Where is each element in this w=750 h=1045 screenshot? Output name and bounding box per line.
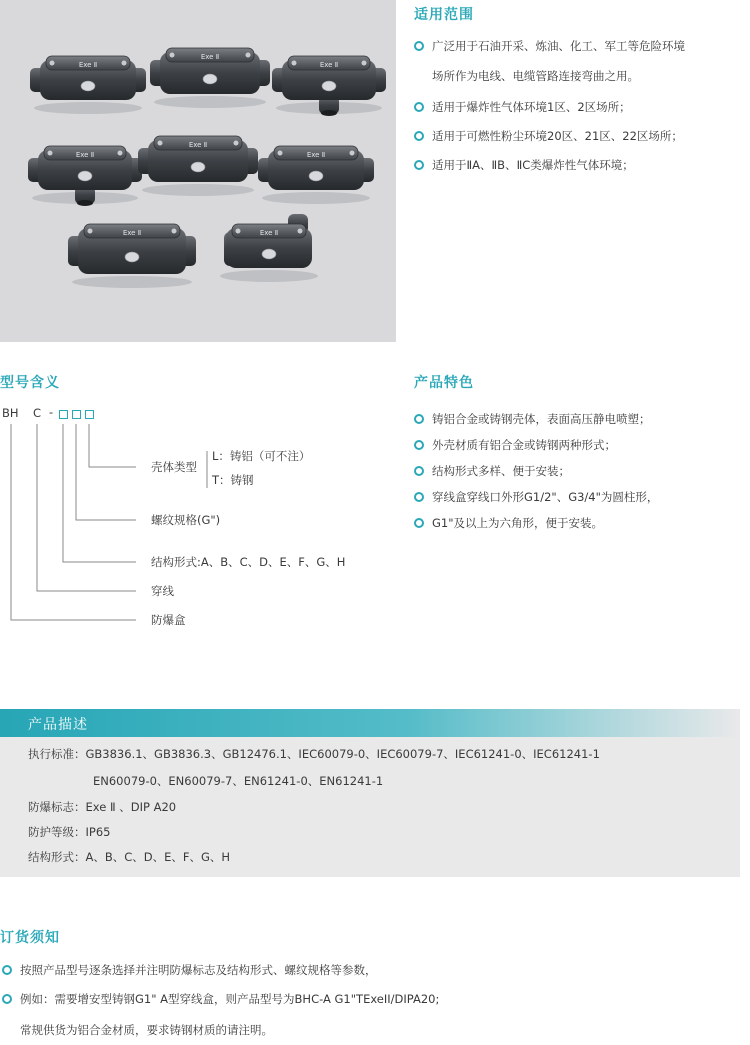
model-code-c: C [33, 406, 42, 420]
scope-item [414, 99, 744, 128]
explosion-box-label: 防爆盒 [151, 613, 186, 627]
box-label: Exe Ⅱ [200, 53, 220, 61]
bullet-ring-icon [414, 160, 424, 170]
bullet-ring-icon [414, 518, 424, 528]
scope-item [414, 38, 744, 98]
feature-item-text: 穿线盒穿线口外形G1/2"、G3/4"为圆柱形， [432, 490, 659, 504]
feature-item-text: G1"及以上为六角形，便于安装。 [432, 516, 604, 530]
bullet-ring-icon [2, 994, 12, 1004]
description-header [0, 709, 740, 737]
box-label: Exe Ⅱ [259, 229, 279, 237]
ordering-item-text: 按照产品型号逐条选择并注明防爆标志及结构形式、螺纹规格等参数， [20, 963, 377, 977]
scope-heading: 适用范围 [414, 7, 474, 23]
ordering-item [2, 991, 742, 1020]
ordering-list [2, 962, 742, 1020]
feature-item-text: 结构形式多样、便于安装； [432, 464, 570, 478]
model-code-dash: - [49, 405, 54, 419]
scope-item-text: 适用于爆炸性气体环境1区、2区场所； [432, 100, 631, 114]
bullet-ring-icon [414, 131, 424, 141]
box-label: Exe Ⅱ [122, 229, 142, 237]
ordering-heading: 订货须知 [0, 930, 60, 946]
scope-item-text: 适用于ⅡA、ⅡB、ⅡC类爆炸性气体环境； [432, 158, 634, 172]
scope-item [414, 128, 744, 157]
protection-level: 防护等级：IP65 [28, 825, 111, 839]
feature-item-text: 外壳材质有铝合金或铸钢两种形式； [432, 438, 616, 452]
description-heading: 产品描述 [28, 717, 88, 733]
feature-item [414, 515, 744, 541]
standard-line-2: EN60079-0、EN60079-7、EN61241-0、EN61241-1 [93, 774, 384, 788]
model-heading: 型号含义 [0, 375, 60, 391]
shell-steel: T：铸钢 [212, 473, 254, 487]
scope-item-text-cont: 场所作为电线、电缆管路连接弯曲之用。 [432, 69, 639, 83]
feature-item [414, 411, 744, 437]
structure-form: 结构形式：A、B、C、D、E、F、G、H [28, 850, 231, 864]
feature-item [414, 463, 744, 489]
box-label: Exe Ⅱ [188, 141, 208, 149]
bullet-ring-icon [414, 492, 424, 502]
scope-item-text: 广泛用于石油开采、炼油、化工、军工等危险环境 [432, 39, 685, 53]
bullet-ring-icon [2, 965, 12, 975]
scope-item [414, 157, 744, 186]
model-tree-lines [0, 0, 400, 640]
ordering-item-text: 例如：需要增安型铸钢G1" A型穿线盒，则产品型号为BHC-A G1"TExeII/DIPA20; [20, 992, 440, 1006]
through-wire-label: 穿线 [151, 584, 174, 598]
bullet-ring-icon [414, 102, 424, 112]
ordering-note: 常规供货为铝合金材质，要求铸钢材质的请注明。 [20, 1023, 273, 1037]
bullet-ring-icon [414, 414, 424, 424]
feature-item-text: 铸铝合金或铸钢壳体，表面高压静电喷塑； [432, 412, 651, 426]
shell-aluminium: L：铸铝（可不注） [212, 449, 311, 463]
features-heading: 产品特色 [414, 375, 474, 391]
box-label: Exe Ⅱ [78, 61, 98, 69]
ordering-item [2, 962, 742, 991]
thread-spec-label: 螺纹规格(G") [151, 513, 221, 527]
standard-line-1: 执行标准：GB3836.1、GB3836.3、GB12476.1、IEC60079-0、IEC60079-7、IEC61241-0、IEC61241-1 [28, 747, 600, 761]
explosion-mark: 防爆标志：Exe Ⅱ 、DIP A20 [28, 800, 177, 814]
feature-item [414, 437, 744, 463]
feature-item [414, 489, 744, 515]
bullet-ring-icon [414, 41, 424, 51]
box-label: Exe Ⅱ [319, 61, 339, 69]
box-label: Exe Ⅱ [75, 151, 95, 159]
model-code-prefix: BH [2, 406, 19, 420]
bullet-ring-icon [414, 440, 424, 450]
structure-label: 结构形式:A、B、C、D、E、F、G、H [151, 555, 346, 569]
box-label: Exe Ⅱ [306, 151, 326, 159]
scope-list [414, 38, 744, 186]
scope-item-text: 适用于可燃性粉尘环境20区、21区、22区场所； [432, 129, 683, 143]
bullet-ring-icon [414, 466, 424, 476]
features-list [414, 411, 744, 541]
shell-type-label: 壳体类型 [151, 460, 197, 474]
